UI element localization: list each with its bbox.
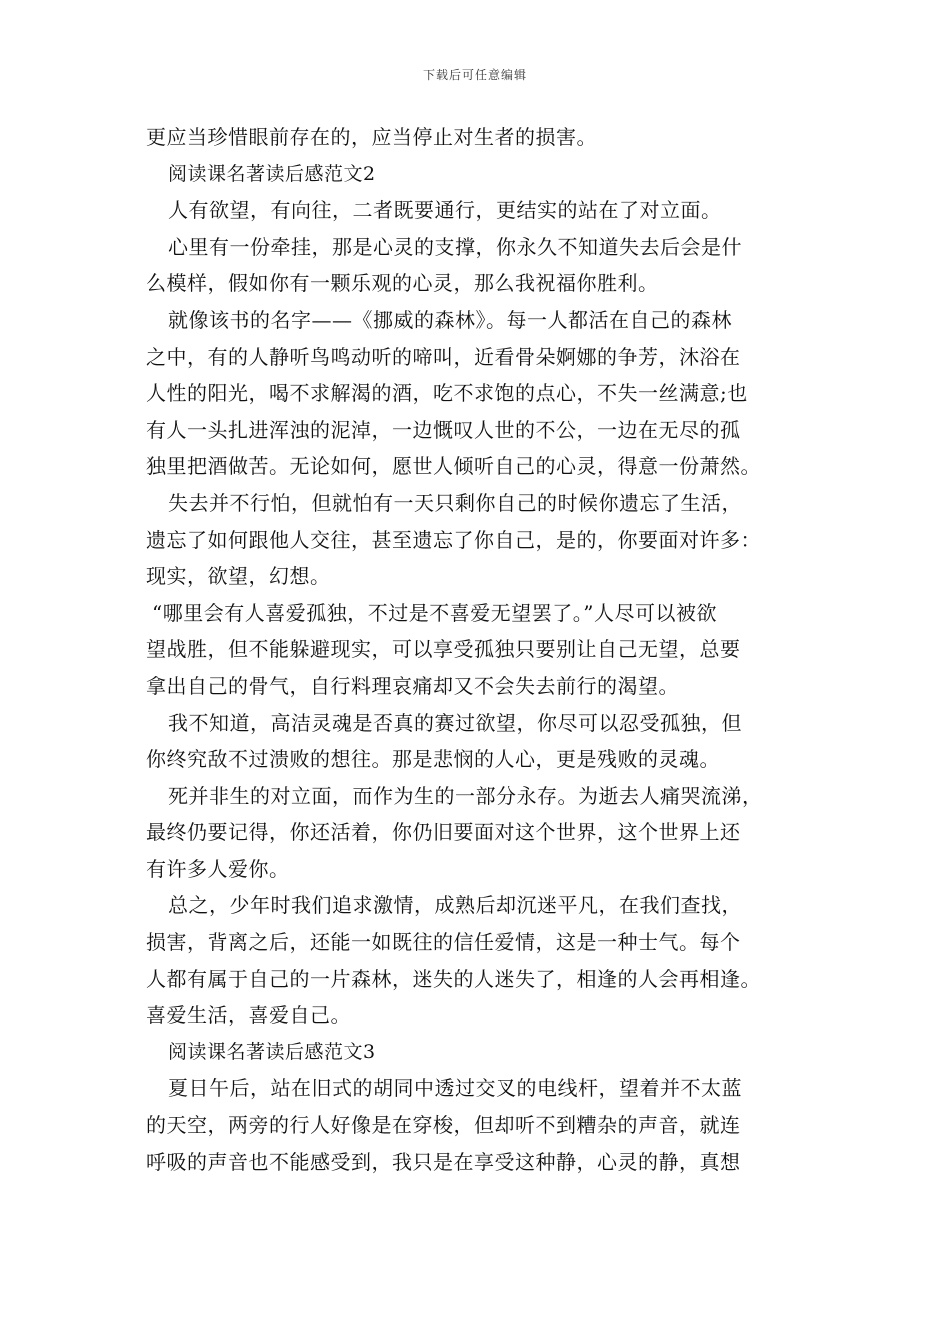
paragraph-line: 心里有一份牵挂，那是心灵的支撑，你永久不知道失去后会是什	[168, 234, 742, 259]
paragraph-line: 人性的阳光，喝不求解渴的酒，吃不求饱的点心，不失一丝满意;也	[146, 381, 748, 406]
paragraph-line: 总之，少年时我们追求激情，成熟后却沉迷平凡，在我们查找，	[168, 893, 742, 918]
paragraph-line: 喜爱生活，喜爱自己。	[146, 1003, 351, 1028]
paragraph-line: “哪里会有人喜爱孤独，不过是不喜爱无望罢了。”人尽可以被欲	[152, 600, 717, 625]
section-heading: 阅读课名著读后感范文3	[168, 1040, 376, 1063]
paragraph-line: 望战胜，但不能躲避现实，可以享受孤独只要别让自己无望，总要	[146, 637, 741, 662]
paragraph-line: 有许多人爱你。	[146, 856, 290, 881]
paragraph-line: 之中，有的人静听鸟鸣动听的啼叫，近看骨朵婀娜的争芳，沐浴在	[146, 344, 741, 369]
paragraph-line: 有人一头扎进浑浊的泥淖，一边慨叹人世的不公，一边在无尽的孤	[146, 417, 741, 442]
paragraph-line: 么模样，假如你有一颗乐观的心灵，那么我祝福你胜利。	[146, 271, 659, 296]
paragraph-line: 我不知道，高洁灵魂是否真的赛过欲望，你尽可以忍受孤独，但	[168, 710, 742, 735]
paragraph-line: 最终仍要记得，你还活着，你仍旧要面对这个世界，这个世界上还	[146, 820, 741, 845]
paragraph-line: 损害，背离之后，还能一如既往的信任爱情，这是一种士气。每个	[146, 930, 741, 955]
paragraph-line: 就像该书的名字——《挪威的森林》。每一人都活在自己的森林	[168, 307, 732, 332]
section-heading: 阅读课名著读后感范文2	[168, 162, 376, 185]
paragraph-line: 拿出自己的骨气，自行料理哀痛却又不会失去前行的渴望。	[146, 673, 679, 698]
paragraph-line: 现实，欲望，幻想。	[146, 564, 331, 589]
paragraph-line: 人都有属于自己的一片森林，迷失的人迷失了，相逢的人会再相逢。	[146, 966, 761, 991]
paragraph-line: 的天空，两旁的行人好像是在穿梭，但却听不到糟杂的声音，就连	[146, 1113, 741, 1138]
paragraph-line: 死并非生的对立面，而作为生的一部分永存。为逝去人痛哭流涕，	[168, 783, 763, 808]
paragraph-line: 遗忘了如何跟他人交往，甚至遗忘了你自己，是的，你要面对许多：	[146, 527, 761, 552]
paragraph-line: 更应当珍惜眼前存在的，应当停止对生者的损害。	[146, 125, 597, 149]
paragraph-line: 呼吸的声音也不能感受到，我只是在享受这种静，心灵的静，真想	[146, 1149, 741, 1174]
paragraph-line: 独里把酒做苦。无论如何，愿世人倾听自己的心灵，得意一份萧然。	[146, 454, 761, 479]
document-body	[146, 119, 806, 1180]
paragraph-line: 失去并不行怕，但就怕有一天只剩你自己的时候你遗忘了生活，	[168, 490, 742, 515]
paragraph-line: 你终究敌不过溃败的想往。那是悲悯的人心，更是残败的灵魂。	[146, 747, 720, 772]
header-note: 下载后可任意编辑	[422, 68, 527, 82]
paragraph-line: 夏日午后，站在旧式的胡同中透过交叉的电线杆，望着并不太蓝	[168, 1076, 742, 1101]
paragraph-line: 人有欲望，有向往，二者既要通行，更结实的站在了对立面。	[168, 198, 722, 223]
